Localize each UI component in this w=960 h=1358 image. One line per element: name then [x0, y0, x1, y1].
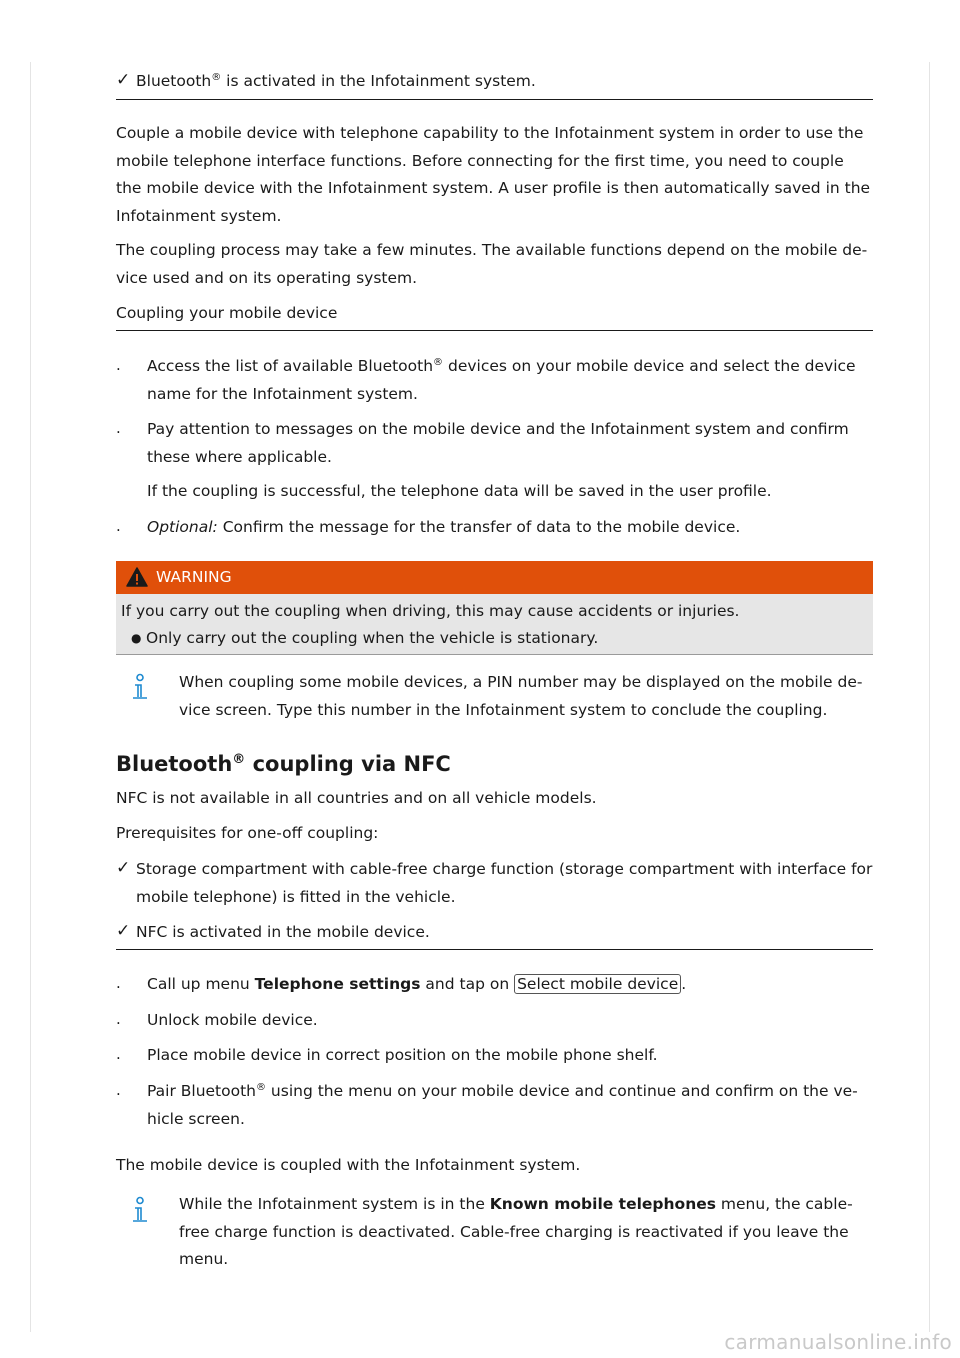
step-access-list: Access the list of available Bluetooth® devices on your mobile device and select the device name for the Infotainment system.	[147, 356, 856, 403]
step-place-device: Place mobile device in correct position on the mobile phone shelf.	[147, 1046, 658, 1064]
coupling-result: The mobile device is coupled with the Infotainment system.	[116, 1156, 581, 1174]
warning-header	[116, 561, 873, 594]
step-telephone-settings: Call up menu Telephone settings and tap on Select mobile device .	[147, 975, 687, 993]
warning-title: WARNING	[156, 568, 232, 586]
divider	[116, 330, 873, 331]
nfc-heading: Bluetooth® coupling via NFC	[116, 752, 451, 776]
menu-telephone-settings: Telephone settings	[254, 975, 421, 993]
divider	[116, 99, 873, 100]
step-confirm-messages: Pay attention to messages on the mobile device and the Infotainment system and confirm these where applicable.	[147, 420, 849, 466]
warning-body	[116, 594, 873, 655]
step-bullet: .	[116, 419, 121, 437]
info-icon	[130, 1196, 150, 1226]
warning-triangle-icon	[126, 567, 148, 587]
prereq-storage-compartment: Storage compartment with cable-free charge function (storage compartment with interface for mobile telephone) is fitted in the vehicle.	[136, 860, 873, 906]
check-icon: ✓	[116, 921, 131, 941]
menu-known-mobile-telephones: Known mobile telephones	[489, 1195, 716, 1213]
pin-note: When coupling some mobile devices, a PIN number may be displayed on the mobile de-vice screen. Type this number in the Infotainment system to conclude the coupling.	[179, 673, 863, 719]
step-bullet: .	[116, 1045, 121, 1063]
info-icon	[130, 673, 150, 703]
step-pair-bluetooth: Pair Bluetooth® using the menu on your mobile device and continue and confirm on the ve-hicle screen.	[147, 1081, 858, 1128]
warning-bullet: ●	[131, 631, 142, 645]
watermark: carmanualsonline.info	[724, 1330, 952, 1354]
prereq-bluetooth-active: Bluetooth® is activated in the Infotainment system.	[136, 71, 536, 90]
step-unlock-device: Unlock mobile device.	[147, 1011, 318, 1029]
section-subheading: Coupling your mobile device	[116, 304, 338, 322]
step-bullet: .	[116, 974, 121, 992]
step-bullet: .	[116, 1081, 121, 1099]
warning-item: Only carry out the coupling when the vehicle is stationary.	[146, 629, 599, 647]
step-bullet: .	[116, 356, 121, 374]
step-result-note: If the coupling is successful, the telephone data will be saved in the user profile.	[147, 482, 772, 500]
coupling-time-paragraph: The coupling process may take a few minutes. The available functions depend on the mobile de-vice used and on its operating system.	[116, 241, 868, 287]
step-optional-transfer: Optional: Confirm the message for the transfer of data to the mobile device.	[147, 518, 741, 536]
prerequisites-label: Prerequisites for one-off coupling:	[116, 824, 379, 842]
right-margin-line	[929, 62, 930, 1332]
nfc-availability: NFC is not available in all countries and on all vehicle models.	[116, 789, 597, 807]
check-icon: ✓	[116, 858, 131, 878]
select-mobile-device-button[interactable]: Select mobile device	[514, 974, 681, 994]
prereq-nfc-active: NFC is activated in the mobile device.	[136, 923, 430, 941]
cable-free-charge-note: While the Infotainment system is in the Known mobile telephones menu, the cable-free charge function is deactivated. Cable-free charging is reactivated if you leave the menu.	[179, 1195, 853, 1268]
warning-text: If you carry out the coupling when driving, this may cause accidents or injuries.	[121, 602, 740, 620]
intro-paragraph: Couple a mobile device with telephone capability to the Infotainment system in order to use the mobile telephone interface functions. Before connecting for the first time, you need to couple the mobile device with the Infotainment system. A user profile is then automatically saved in the Infotainment system.	[116, 124, 871, 225]
step-bullet: .	[116, 517, 121, 535]
check-icon: ✓	[116, 70, 131, 90]
left-margin-line	[30, 62, 31, 1332]
step-bullet: .	[116, 1010, 121, 1028]
divider	[116, 949, 873, 950]
